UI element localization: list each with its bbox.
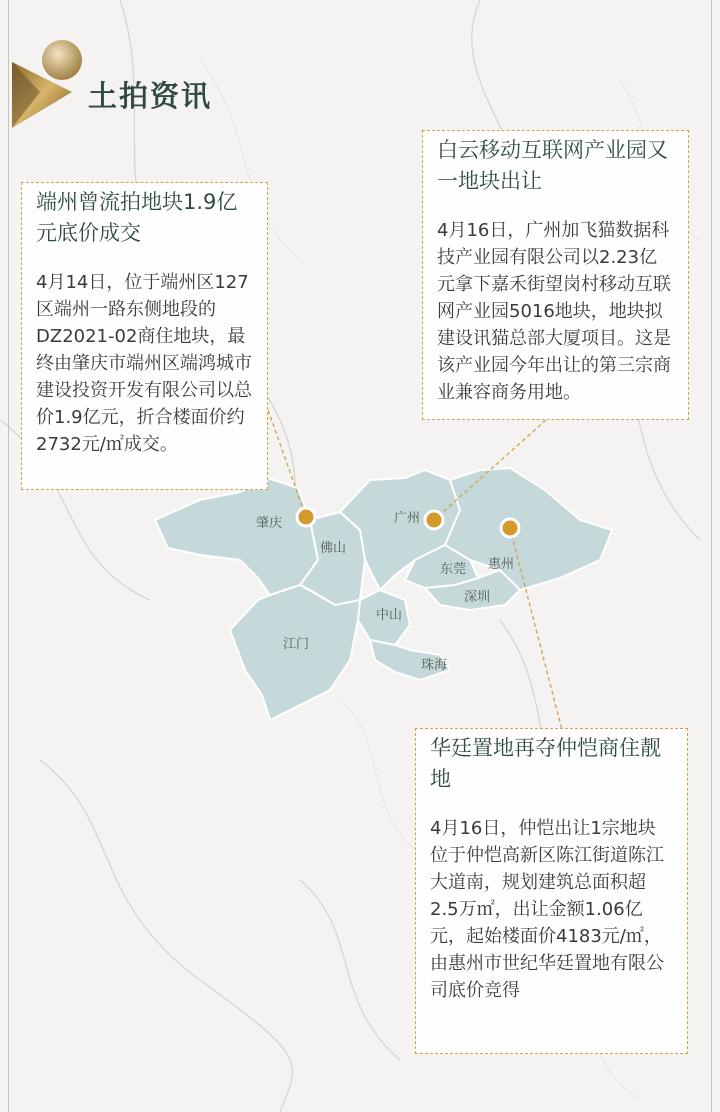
news-card-title: 白云移动互联网产业园又一地块出让 [437, 138, 668, 193]
region-zhaoqing [155, 478, 318, 595]
news-card-guangzhou [422, 130, 689, 420]
region-jiangmen [230, 585, 360, 720]
news-card-huizhou [415, 728, 688, 1054]
news-card-body: 4月14日，位于端州区127区端州一路东侧地段的DZ2021-02商住地块，最终由肇庆市端州区端鸿城市建设投资开发有限公司以总价1.9亿元，折合楼面价约2732元/㎡成交。 [36, 272, 252, 455]
page-title: 土拍资讯 [88, 79, 213, 113]
marker-huizhou [501, 519, 519, 537]
news-card-body: 4月16日，仲恺出让1宗地块位于仲恺高新区陈江街道陈江大道南，规划建筑总面积超2.5万㎡，出让金额1.06亿元，起始楼面价4183元/㎡，由惠州市世纪华廷置地有限公司底价竞得 [430, 818, 664, 1001]
label-shenzhen: 深圳 [464, 590, 491, 605]
label-zhongshan: 中山 [376, 608, 403, 623]
news-card-title: 华廷置地再夺仲恺商住靓地 [430, 736, 661, 791]
label-foshan: 佛山 [320, 541, 347, 556]
label-zhaoqing: 肇庆 [256, 516, 283, 531]
label-jiangmen: 江门 [283, 637, 310, 652]
label-dongguan: 东莞 [440, 562, 467, 577]
marker-guangzhou [425, 511, 443, 529]
news-card-title: 端州曾流拍地块1.9亿元底价成交 [36, 190, 238, 245]
label-huizhou: 惠州 [488, 557, 515, 572]
marker-zhaoqing [297, 508, 315, 526]
news-card-body: 4月16日，广州加飞猫数据科技产业园有限公司以2.23亿元拿下嘉禾街望岗村移动互联网产业园5016地块，地块拟建设讯猫总部大厦项目。这是该产业园今年出让的第三宗商业兼容商务用地。 [437, 220, 671, 403]
label-guangzhou: 广州 [394, 511, 421, 526]
news-card-zhaoqing [21, 182, 268, 490]
label-zhuhai: 珠海 [421, 658, 448, 673]
